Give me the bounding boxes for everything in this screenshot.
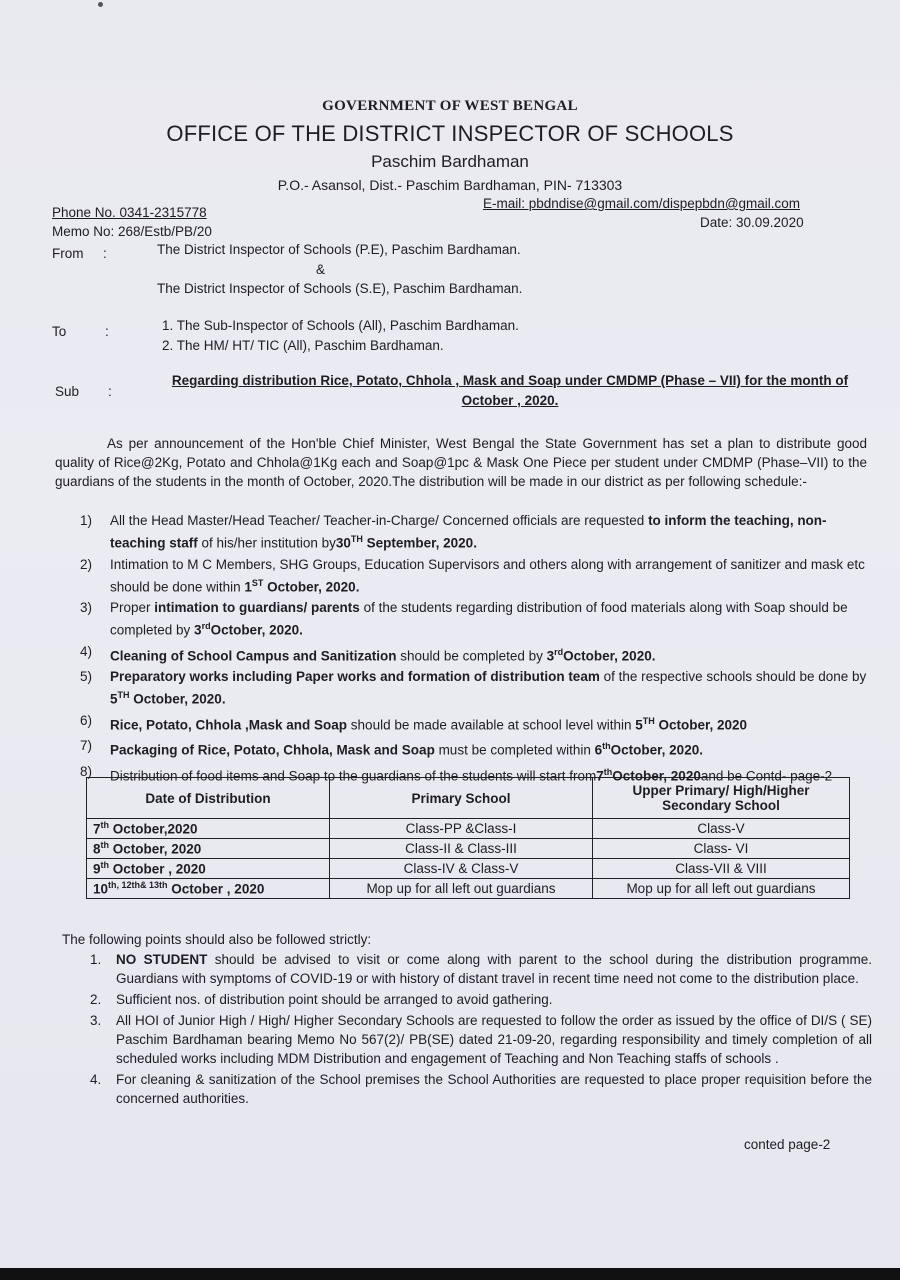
schedule-item <box>80 643 870 666</box>
item-number: 2) <box>80 556 93 572</box>
header-date: Date of Distribution <box>87 778 330 819</box>
from-label: From <box>52 246 84 261</box>
intro-paragraph: As per announcement of the Hon'ble Chief Minister, West Bengal the State Government has set a plan to distribute good quality of Rice@2Kg, Potato and Chhola@1Kg each and Soap@1pc & Mask One Piece per student under CMDMP (Phase–VII) to the guardians of the students in the month of October, 2020.The distribution will be made in our district as per following schedule:- <box>55 436 867 489</box>
item-number: 1) <box>80 513 93 528</box>
cell-upper: Class-V <box>593 819 850 839</box>
points-list <box>90 950 872 1110</box>
date-day: 3 <box>194 622 202 638</box>
point-text: All HOI of Junior High / High/ Higher Secondary Schools are requested to follow the order as issued by the office of DI/S ( SE) Paschim Bardhaman bearing Memo No 567(2)/ PB(SE) dated 21-09-20, regarding responsibility and timely completion of all scheduled works including MDM Distribution and engagement of Teaching and Non Teaching staffs of schools . <box>116 1013 872 1066</box>
item-text: Distribution of food items and Soap to the guardians of the students will start from <box>110 768 597 783</box>
cell-upper: Class- VI <box>593 839 850 859</box>
schedule-item <box>80 556 870 597</box>
date-suffix: th <box>100 860 110 871</box>
item-bold-text: Packaging of Rice, Potato, Chhola, Mask and Soap <box>110 742 435 758</box>
cell-upper: Class-VII & VIII <box>593 859 850 879</box>
from-ampersand: & <box>316 262 326 277</box>
scan-speck <box>98 2 103 7</box>
point-item <box>90 950 872 988</box>
to-line-1: 1. The Sub-Inspector of Schools (All), Paschim Bardhaman. <box>162 318 519 333</box>
date-month: October , 2020 <box>109 861 206 877</box>
date-month: October, 2020. <box>563 648 656 663</box>
date-suffix: rd <box>201 621 211 631</box>
item-bold-text: intimation to guardians/ parents <box>154 600 360 615</box>
item-number: 8) <box>80 763 93 779</box>
date-suffix: ST <box>251 577 264 588</box>
district-name: Paschim Bardhaman <box>371 152 529 171</box>
table-row <box>87 839 850 859</box>
date-month: September, 2020. <box>362 535 477 551</box>
header-primary: Primary School <box>330 778 593 819</box>
item-text: must be completed within <box>434 742 595 758</box>
schedule-item <box>80 668 870 709</box>
schedule-item <box>80 712 870 735</box>
date-suffix: rd <box>554 646 564 657</box>
item-text: All the Head Master/Head Teacher/ Teacher-in-Charge/ Concerned officials are requested <box>110 513 649 528</box>
date-day: 5 <box>110 691 118 707</box>
schedule-list <box>80 512 870 788</box>
point-text: Sufficient nos. of distribution point should be arranged to avoid gathering. <box>116 992 553 1007</box>
header-upper: Upper Primary/ High/Higher Secondary School <box>593 778 850 819</box>
date-month: October,2020 <box>109 821 198 837</box>
item-text: should be made available at school level within <box>347 717 636 732</box>
distribution-table <box>86 777 850 899</box>
government-title: GOVERNMENT OF WEST BENGAL <box>322 98 578 114</box>
date-day: 7 <box>93 821 101 837</box>
item-number: 5) <box>80 669 93 684</box>
memo-date: Date: 30.09.2020 <box>700 215 804 230</box>
date-suffix: th <box>603 766 613 777</box>
date-suffix: th <box>100 840 110 851</box>
cell-date <box>87 839 330 859</box>
subject-label: Sub <box>55 384 80 399</box>
date-month: October, 2020. <box>210 622 303 638</box>
item-bold-text: Preparatory works including Paper works and formation of distribution team <box>110 669 600 684</box>
item-text: should be completed by <box>396 648 547 663</box>
date-day: 8 <box>93 841 101 857</box>
item-text: of his/her institution by <box>197 535 336 551</box>
schedule-item <box>80 599 870 640</box>
date-day: 10 <box>93 881 109 897</box>
date-day: 30 <box>335 535 351 551</box>
date-month: October, 2020 <box>654 717 748 732</box>
point-number: 3. <box>90 1013 102 1028</box>
point-bold: NO STUDENT <box>116 952 208 967</box>
date-suffix: TH <box>117 690 130 700</box>
from-line-2: The District Inspector of Schools (S.E), Paschim Bardhaman. <box>157 281 523 296</box>
cell-date <box>87 819 330 839</box>
date-suffix: th, 12th& 13th <box>108 880 168 891</box>
memo-number: Memo No: 268/Estb/PB/20 <box>52 224 212 239</box>
continued-note: conted page-2 <box>744 1137 831 1152</box>
date-day: 9 <box>93 861 101 877</box>
date-month: October, 2020 <box>612 768 701 783</box>
to-label: To <box>52 324 67 339</box>
phone-number: Phone No. 0341-2315778 <box>52 205 207 220</box>
point-number: 4. <box>90 1072 102 1087</box>
item-bold-text: to inform the teaching, non-teaching staff <box>110 513 827 551</box>
to-line-2: 2. The HM/ HT/ TIC (All), Paschim Bardhaman. <box>162 338 444 353</box>
cell-date <box>87 859 330 879</box>
point-text: For cleaning & sanitization of the School premises the School Authorities are requested to place proper requisition before the concerned authorities. <box>116 1072 872 1106</box>
date-day: 1 <box>244 579 252 594</box>
point-number: 2. <box>90 992 102 1007</box>
cell-primary: Class-II & Class-III <box>330 839 593 859</box>
email-address: E-mail: pbdndise@gmail.com/dispepbdn@gmail.com <box>483 196 801 211</box>
cell-primary: Class-IV & Class-V <box>330 859 593 879</box>
table-row <box>87 859 850 879</box>
item-number: 4) <box>80 643 93 659</box>
date-suffix: th <box>602 741 611 751</box>
date-day: 3 <box>546 648 555 663</box>
date-suffix: th <box>100 820 110 831</box>
cell-upper: Mop up for all left out guardians <box>593 879 850 899</box>
item-number: 6) <box>80 712 93 728</box>
item-text: of the students regarding distribution of food materials along with Soap should be completed by <box>110 600 848 638</box>
subject-colon: : <box>108 384 112 399</box>
office-address: P.O.- Asansol, Dist.- Paschim Bardhaman, PIN- 713303 <box>277 177 623 193</box>
cell-date <box>87 879 330 899</box>
item-number: 3) <box>80 600 93 615</box>
date-month: October , 2020 <box>167 881 265 897</box>
follow-heading: The following points should also be followed strictly: <box>62 932 372 947</box>
bottom-bar <box>0 1268 900 1280</box>
date-suffix: TH <box>642 715 655 726</box>
from-colon: : <box>103 246 107 261</box>
item-number: 7) <box>80 738 93 753</box>
from-line-1: The District Inspector of Schools (P.E), Paschim Bardhaman. <box>157 242 521 257</box>
date-suffix: TH <box>350 534 363 544</box>
table-row <box>87 879 850 899</box>
schedule-item <box>80 737 870 760</box>
date-day: 5 <box>635 717 643 732</box>
date-day: 7 <box>596 768 604 783</box>
to-colon: : <box>105 324 109 339</box>
point-text: should be advised to visit or come along with parent to the school during the distribution programme. Guardians with symptoms of COVID-19 or with history of distant travel in recent time need not come to the distribution place. <box>116 952 872 986</box>
date-day: 6 <box>594 742 603 758</box>
schedule-item <box>80 512 870 553</box>
date-month: October, 2020 <box>109 841 202 857</box>
point-item <box>90 1011 872 1068</box>
date-month: October, 2020. <box>263 579 360 594</box>
table-row <box>87 819 850 839</box>
date-month: October, 2020. <box>129 691 226 707</box>
item-bold-text: Cleaning of School Campus and Sanitization <box>110 648 397 663</box>
item-bold-text: Rice, Potato, Chhola ,Mask and Soap <box>110 717 348 732</box>
item-text: of the respective schools should be done by <box>599 669 867 684</box>
item-text: Intimation to M C Members, SHG Groups, Education Supervisors and others along with arrangement of sanitizer and mask etc should be done within <box>110 556 865 594</box>
office-title: OFFICE OF THE DISTRICT INSPECTOR OF SCHOOLS <box>166 121 734 146</box>
date-month: October, 2020. <box>610 742 703 758</box>
cell-primary: Mop up for all left out guardians <box>330 879 593 899</box>
cell-primary: Class-PP &Class-I <box>330 819 593 839</box>
subject-text: Regarding distribution Rice, Potato, Chhola , Mask and Soap under CMDMP (Phase – VII) for the month of October , 2020. <box>171 373 849 408</box>
item-text: and be Contd- page-2 <box>700 768 833 783</box>
point-number: 1. <box>90 952 102 967</box>
item-text: Proper <box>110 600 155 615</box>
point-item <box>90 990 872 1009</box>
point-item <box>90 1070 872 1108</box>
